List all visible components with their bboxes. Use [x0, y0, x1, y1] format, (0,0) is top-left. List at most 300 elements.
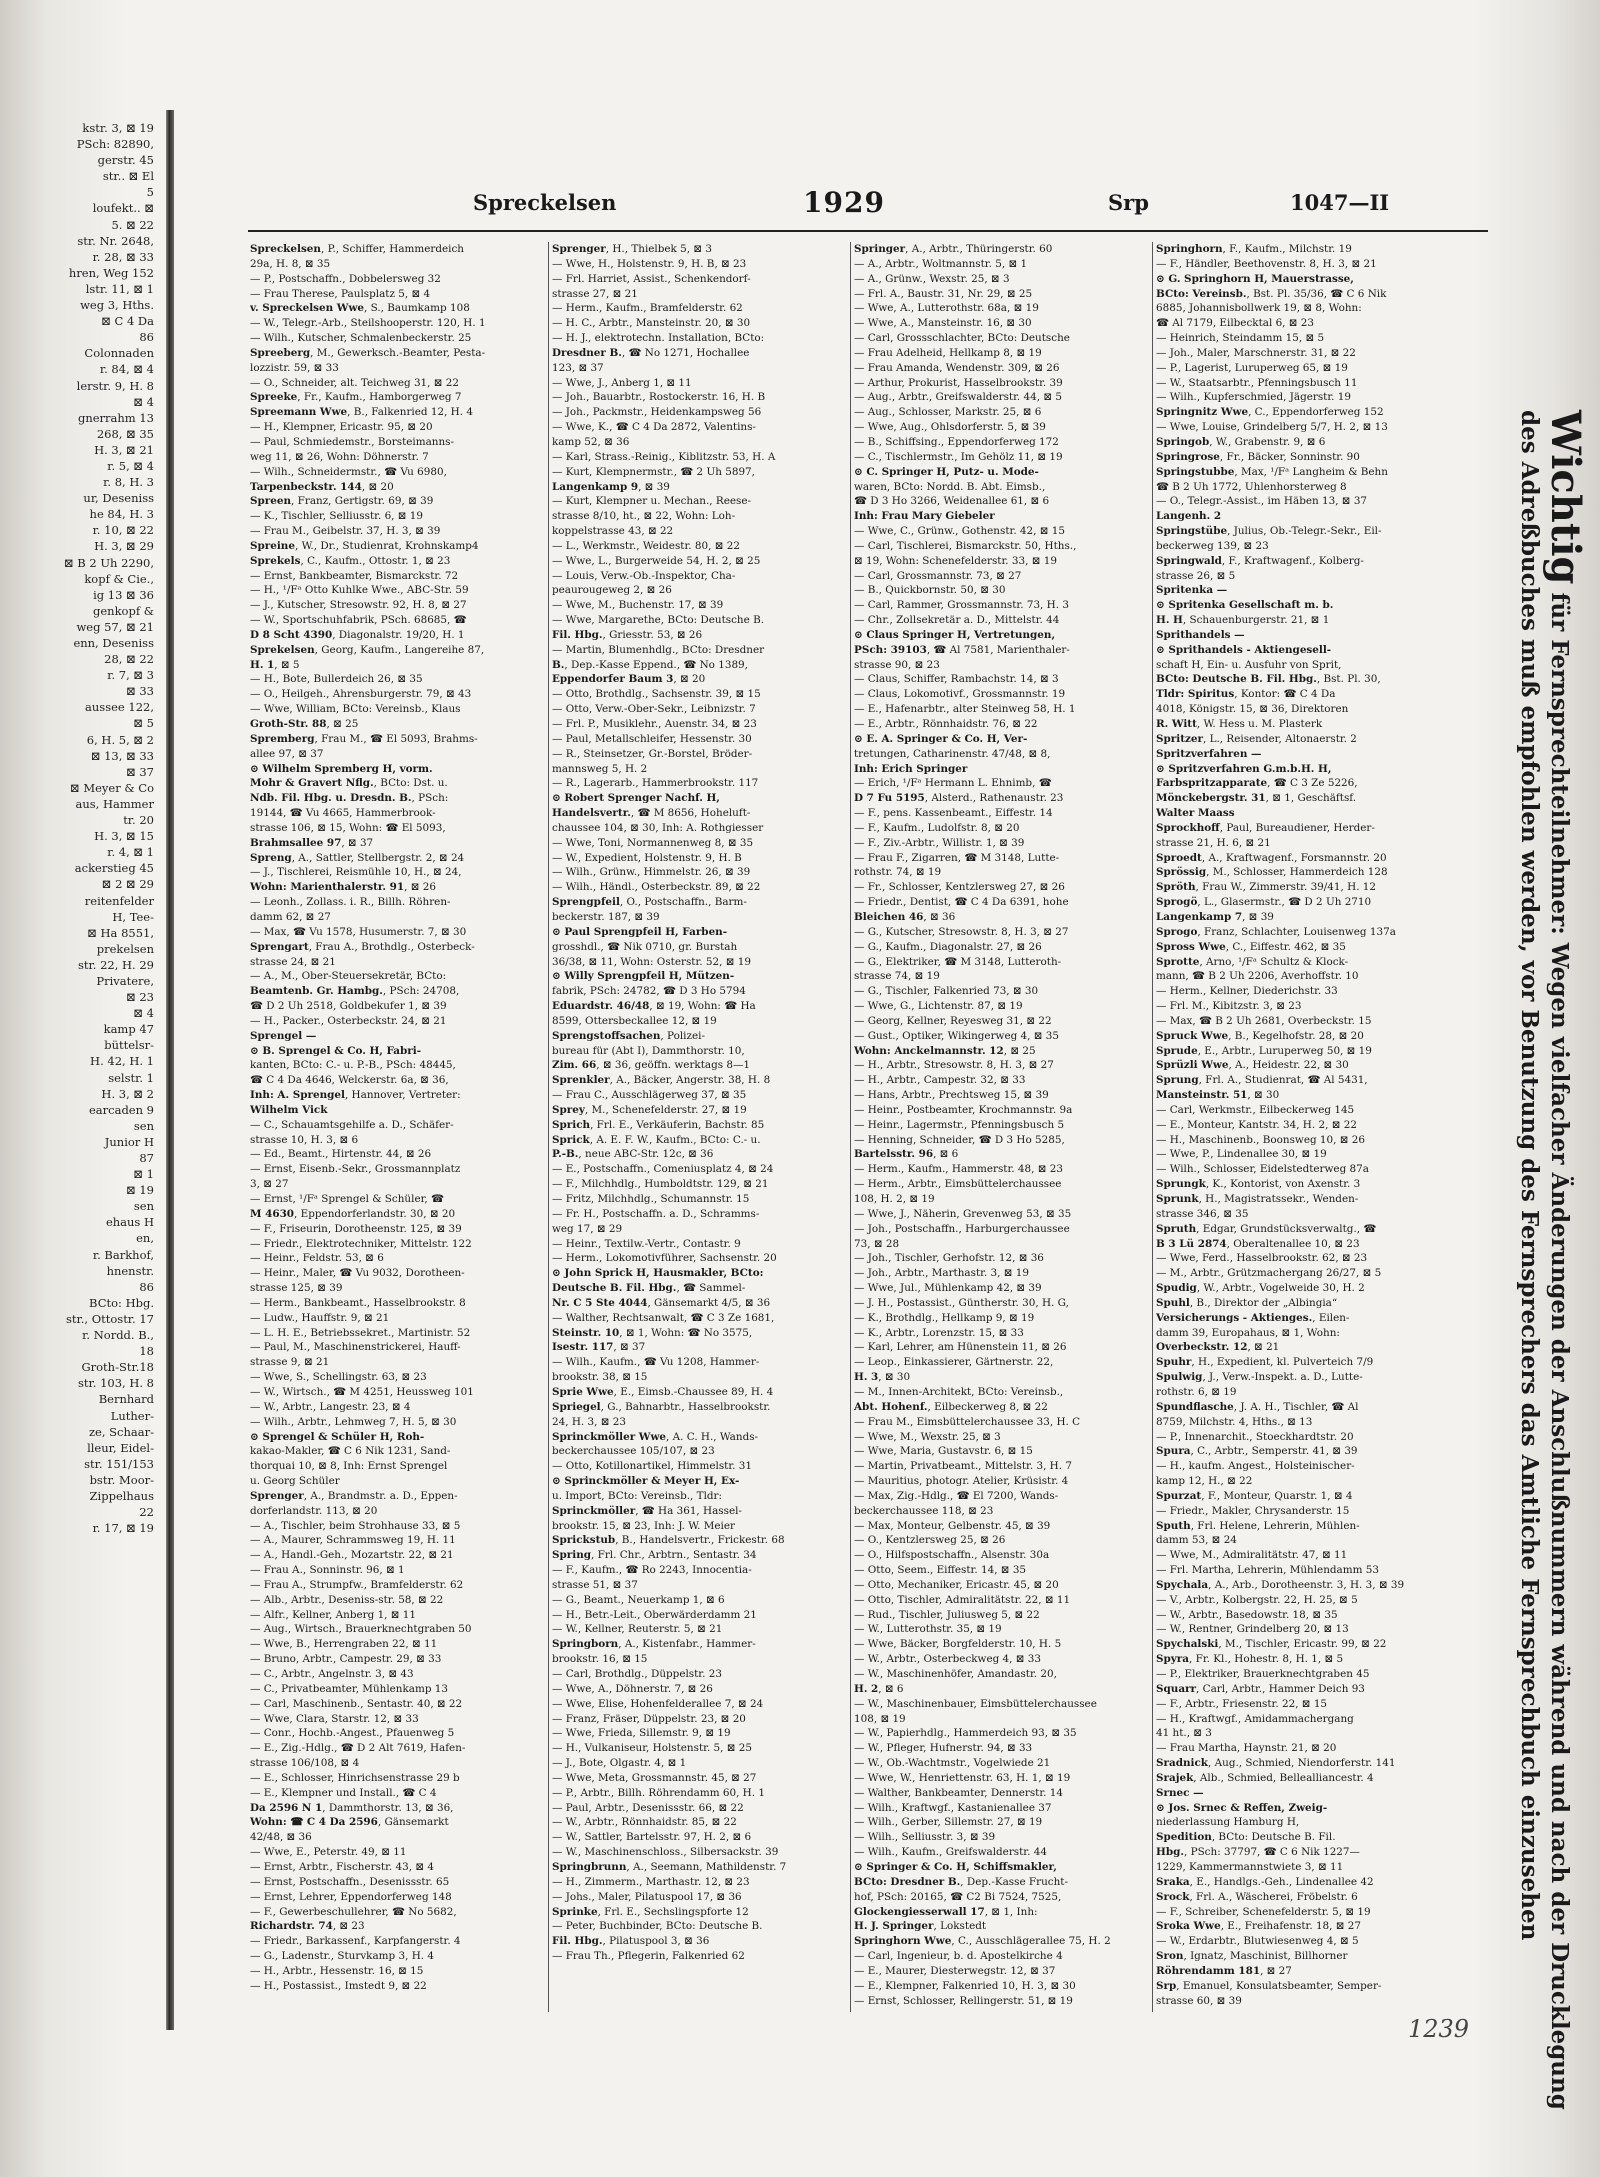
directory-entry-line: Wohn: ☎ C 4 Da 2596, Gänsemarkt	[250, 1816, 449, 1829]
directory-entry-line: strasse 125, ⊠ 39	[250, 1282, 343, 1295]
directory-entry-line: — W., Arbtr., Langestr. 23, ⊠ 4	[250, 1400, 411, 1413]
directory-entry-line: — E., Arbtr., Rönnhaidstr. 76, ⊠ 22	[854, 718, 1038, 730]
directory-entry-line: Deutsche B. Fil. Hbg., ☎ Sammel-	[552, 1282, 746, 1295]
previous-page-line: r. Nordd. B.,	[82, 1328, 154, 1343]
directory-entry-line: Sprickstub, B., Handelsvertr., Frickestr. 68	[552, 1534, 785, 1547]
directory-entry-line: — Carl, Rammer, Grossmannstr. 73, H. 3	[854, 599, 1069, 612]
directory-entry-line: Spreine, W., Dr., Studienrat, Krohnskamp4	[250, 539, 479, 552]
directory-entry-line: Springstubbe, Max, ¹/Fᵃ Langheim & Behn	[1156, 465, 1388, 478]
directory-entry-line: — Carl, Ingenieur, b. d. Apostelkirche 4	[854, 1950, 1063, 1963]
directory-entry-line: Fil. Hbg., Griesstr. 53, ⊠ 26	[552, 628, 703, 641]
directory-entry-line: Springwald, F., Kraftwagenf., Kolberg-	[1156, 554, 1364, 567]
directory-entry-line: — K., Arbtr., Lorenzstr. 15, ⊠ 33	[854, 1326, 1024, 1339]
directory-entry-line: Sprick, A. E. F. W., Kaufm., BCto: C.- u.	[552, 1133, 761, 1146]
directory-entry-line: Sprenkler, A., Bäcker, Angerstr. 38, H. 8	[552, 1074, 771, 1087]
directory-entry-line: — Aug., Schlosser, Markstr. 25, ⊠ 6	[854, 406, 1042, 419]
directory-entry-line: Fil. Hbg., Pilatuspool 3, ⊠ 36	[552, 1935, 710, 1948]
directory-entry-line: — Fr., Schlosser, Kentzlersweg 27, ⊠ 26	[854, 881, 1065, 894]
directory-entry-line: — H., kaufm. Angest., Holsteinischer-	[1156, 1460, 1355, 1473]
directory-entry-line: P.-B., neue ABC-Str. 12c, ⊠ 36	[552, 1148, 714, 1161]
previous-page-line: r. 28, ⊠ 33	[92, 249, 154, 264]
directory-entry-line: peaurougeweg 2, ⊠ 26	[552, 584, 672, 597]
previous-page-line: 22	[139, 1505, 154, 1520]
directory-entry-line: strasse 90, ⊠ 23	[854, 658, 940, 671]
directory-entry-line: — Ernst, Arbtr., Fischerstr. 43, ⊠ 4	[250, 1860, 434, 1873]
previous-page-line: aussee 122,	[85, 700, 154, 715]
directory-entry-line: chaussee 104, ⊠ 30, Inh: A. Rothgiesser	[552, 821, 764, 834]
directory-entry-line: — Otto, Brothdlg., Sachsenstr. 39, ⊠ 15	[552, 688, 761, 701]
directory-entry-line: — R., Lagerarb., Hammerbrookstr. 117	[552, 777, 759, 790]
previous-page-line: selstr. 1	[108, 1070, 154, 1085]
directory-entry-line: ⊙ G. Springhorn H, Mauerstrasse,	[1156, 272, 1354, 285]
previous-page-line: bstr. Moor-	[89, 1472, 154, 1487]
directory-entry-line: — Leop., Einkassierer, Gärtnerstr. 22,	[854, 1356, 1054, 1369]
directory-entry-line: — W., Rentner, Grindelberg 20, ⊠ 13	[1156, 1623, 1349, 1636]
previous-page-line: he 84, H. 3	[89, 507, 154, 522]
directory-entry-line: Sprenger, A., Brandmstr. a. D., Eppen-	[250, 1489, 458, 1502]
directory-entry-line: — F., Friseurin, Dorotheenstr. 125, ⊠ 39	[250, 1222, 462, 1235]
directory-entry-line: mann, ☎ B 2 Uh 2206, Averhoffstr. 10	[1156, 970, 1359, 983]
directory-entry-line: Sron, Ignatz, Maschinist, Billhorner	[1156, 1950, 1348, 1963]
directory-entry-line: H. J. Springer, Lokstedt	[854, 1920, 987, 1933]
directory-page	[178, 130, 1518, 2030]
previous-page-line: ⊠ 5	[133, 716, 154, 731]
previous-page-line: 28, ⊠ 22	[104, 652, 154, 667]
directory-entry-line: — Ludw., Hauffstr. 9, ⊠ 21	[250, 1311, 390, 1324]
directory-entry-line: Spreckelsen, P., Schiffer, Hammerdeich	[250, 243, 464, 255]
directory-entry-line: — Wwe, Aug., Ohlsdorferstr. 5, ⊠ 39	[854, 421, 1046, 434]
directory-entry-line: Srock, Frl. A., Wäscherei, Fröbelstr. 6	[1156, 1890, 1358, 1903]
directory-entry-line: koppelstrasse 43, ⊠ 22	[552, 525, 674, 538]
header-rule	[248, 230, 1488, 232]
previous-page-line: r. 5, ⊠ 4	[107, 458, 154, 473]
directory-entry-line: 108, ⊠ 19	[854, 1712, 906, 1725]
directory-entry-line: Springob, W., Grabenstr. 9, ⊠ 6	[1156, 435, 1326, 448]
directory-entry-line: Spuhl, B., Direktor der „Albingia“	[1156, 1296, 1338, 1309]
directory-entry-line: Spritzverfahren —	[1156, 747, 1262, 760]
directory-entry-line: — A., Grünw., Wexstr. 25, ⊠ 3	[854, 272, 1010, 285]
directory-entry-line: — Wilh., Arbtr., Lehmweg 7, H. 5, ⊠ 30	[250, 1415, 457, 1428]
previous-page-line: PSch: 82890,	[76, 137, 154, 152]
directory-entry-line: — Joh., Packmstr., Heidenkampsweg 56	[552, 406, 762, 419]
previous-page-line: H. 3, ⊠ 2	[101, 1086, 154, 1101]
previous-page-fragment	[0, 120, 160, 2030]
directory-entry-line: ⊙ Sprinckmöller & Meyer H, Ex-	[552, 1475, 740, 1488]
directory-entry-line: — W., Ob.-Wachtmstr., Vogelwiede 21	[854, 1757, 1051, 1770]
directory-entry-line: — Frl. M., Kibitzstr. 3, ⊠ 23	[1156, 1000, 1302, 1013]
directory-entry-line: — K., Brothdlg., Hellkamp 9, ⊠ 19	[854, 1311, 1035, 1324]
directory-entry-line: — Ernst, Lehrer, Eppendorferweg 148	[250, 1890, 452, 1903]
directory-entry-line: — J. H., Postassist., Güntherstr. 30, H. G,	[854, 1296, 1069, 1309]
directory-entry-line: — F., Ziv.-Arbtr., Willistr. 1, ⊠ 39	[854, 836, 1025, 849]
previous-page-line: r. Barkhof,	[92, 1247, 154, 1262]
directory-entry-line: strasse 60, ⊠ 39	[1156, 1994, 1242, 2007]
directory-entry-line: — Wwe, M., Admiralitätstr. 47, ⊠ 11	[1156, 1549, 1348, 1562]
directory-entry-line: — V., Arbtr., Kolbergstr. 22, H. 25, ⊠ 5	[1156, 1593, 1358, 1606]
directory-entry-line: — Wwe, A., Döhnerstr. 7, ⊠ 26	[552, 1682, 713, 1695]
directory-entry-line: strasse 27, ⊠ 21	[552, 287, 638, 300]
directory-entry-line: Spychala, A., Arb., Dorotheenstr. 3, H. 3, ⊠ 39	[1156, 1578, 1405, 1591]
directory-entry-line: mannsweg 5, H. 2	[552, 762, 648, 775]
directory-entry-line: Sprung, Frl. A., Studienrat, ☎ Al 5431,	[1156, 1074, 1368, 1087]
directory-entry-line: Da 2596 N 1, Dammthorstr. 13, ⊠ 36,	[250, 1801, 454, 1814]
directory-entry-line: — G., Ladenstr., Sturvkamp 3, H. 4	[250, 1950, 434, 1963]
directory-entry-line: — Ernst, Schlosser, Rellingerstr. 51, ⊠ 19	[854, 1994, 1073, 2007]
directory-entry-line: — Ernst, Postschaffn., Desenissstr. 65	[250, 1875, 450, 1888]
previous-page-line: reitenfelder	[84, 893, 154, 908]
directory-entry-line: — H., Vulkaniseur, Holstenstr. 5, ⊠ 25	[552, 1742, 753, 1755]
directory-entry-line: Sprössig, M., Schlosser, Hammerdeich 128	[1156, 866, 1388, 879]
directory-entry-line: Wilhelm Vick	[250, 1103, 328, 1116]
directory-entry-line: strasse 24, ⊠ 21	[250, 955, 336, 968]
directory-entry-line: Springbrunn, A., Seemann, Mathildenstr. 7	[552, 1860, 787, 1873]
directory-entry-line: Wohn: Marienthalerstr. 91, ⊠ 26	[250, 881, 436, 894]
directory-entry-line: — Heinr., Lagermstr., Pfenningsbusch 5	[854, 1118, 1065, 1131]
directory-entry-line: — W., Erdarbtr., Blutwiesenweg 4, ⊠ 5	[1156, 1935, 1359, 1948]
directory-entry-line: — Wwe, L., Burgerweide 54, H. 2, ⊠ 25	[552, 554, 761, 567]
directory-entry-line: ⊠ 19, Wohn: Schenefelderstr. 33, ⊠ 19	[854, 554, 1057, 567]
directory-entry-line: — W., Sportschuhfabrik, PSch. 68685, ☎	[250, 614, 467, 627]
column-2	[552, 242, 847, 2012]
directory-entry-line: 19144, ☎ Vu 4665, Hammerbrook-	[250, 807, 436, 820]
directory-entry-line: — H., Arbtr., Stresowstr. 8, H. 3, ⊠ 27	[854, 1059, 1054, 1072]
directory-entry-line: — Otto, Tischler, Admiralitätstr. 22, ⊠ 11	[854, 1593, 1071, 1606]
directory-entry-line: tretungen, Catharinenstr. 47/48, ⊠ 8,	[854, 747, 1051, 760]
directory-entry-line: — Heinr., Maler, ☎ Vu 9032, Dorotheen-	[250, 1267, 465, 1280]
directory-entry-line: — E., Maurer, Diesterwegstr. 12, ⊠ 37	[854, 1964, 1056, 1977]
directory-entry-line: — Wwe, E., Peterstr. 49, ⊠ 11	[250, 1846, 407, 1859]
directory-entry-line: M 4630, Eppendorferlandstr. 30, ⊠ 20	[250, 1207, 456, 1220]
directory-entry-line: Spedition, BCto: Deutsche B. Fil.	[1156, 1831, 1336, 1844]
directory-entry-line: Springborn, A., Kistenfabr., Hammer-	[552, 1638, 756, 1651]
directory-entry-line: — L. H. E., Betriebssekret., Martinistr. 52	[250, 1326, 471, 1339]
directory-entry-line: — Wwe, Meta, Grossmannstr. 45, ⊠ 27	[552, 1771, 757, 1784]
directory-entry-line: beckerweg 139, ⊠ 23	[1156, 539, 1269, 552]
directory-entry-line: — J., Bote, Olgastr. 4, ⊠ 1	[552, 1757, 687, 1770]
directory-entry-line: — W., Wirtsch., ☎ M 4251, Heussweg 101	[250, 1385, 474, 1398]
directory-entry-line: kamp 12, H., ⊠ 22	[1156, 1475, 1253, 1488]
column-divider	[548, 242, 549, 2012]
previous-page-line: Groth-Str.18	[81, 1360, 154, 1375]
directory-entry-line: Mohr & Gravert Nflg., BCto: Dst. u.	[250, 777, 448, 790]
previous-page-line: kstr. 3, ⊠ 19	[82, 121, 154, 135]
directory-entry-line: — Wilh., Schneidermstr., ☎ Vu 6980,	[250, 465, 447, 478]
directory-entry-line: — Herm., Bankbeamt., Hasselbrookstr. 8	[250, 1296, 466, 1309]
directory-entry-line: — H., Betr.-Leit., Oberwärderdamm 21	[552, 1608, 757, 1621]
header-abbreviation: Srp	[1108, 190, 1149, 215]
previous-page-line: sen	[133, 1199, 154, 1214]
previous-page-line: Luther-	[110, 1408, 154, 1423]
directory-entry-line: ☎ D 2 Uh 2518, Goldbekufer 1, ⊠ 39	[250, 1000, 447, 1013]
previous-page-line: ⊠ Meyer & Co	[70, 780, 154, 795]
directory-entry-line: — Max, Monteur, Gelbenstr. 45, ⊠ 39	[854, 1519, 1051, 1532]
directory-entry-line: — Max, ☎ B 2 Uh 2681, Overbeckstr. 15	[1156, 1014, 1372, 1027]
directory-entry-line: Spudig, W., Arbtr., Vogelweide 30, H. 2	[1156, 1282, 1365, 1295]
directory-entry-line: B 3 Lü 2874, Oberaltenallee 10, ⊠ 23	[1156, 1237, 1360, 1250]
previous-page-line: gerstr. 45	[97, 153, 154, 168]
directory-entry-line: ⊙ B. Sprengel & Co. H, Fabri-	[250, 1044, 422, 1057]
directory-entry-line: Tarpenbeckstr. 144, ⊠ 20	[250, 480, 394, 493]
directory-entry-line: Sprogo, Franz, Schlachter, Louisenweg 137a	[1156, 925, 1396, 938]
directory-entry-line: — Fr. H., Postschaffn. a. D., Schramms-	[552, 1207, 760, 1220]
directory-entry-line: strasse 21, H. 6, ⊠ 21	[1156, 836, 1271, 849]
directory-entry-line: — Joh., Bauarbtr., Rostockerstr. 16, H. B	[552, 391, 766, 404]
previous-page-line: hnenstr.	[106, 1263, 154, 1278]
directory-entry-line: — G., Kutscher, Stresowstr. 8, H. 3, ⊠ 27	[854, 925, 1069, 938]
directory-entry-line: Spring, Frl. Chr., Arbtrn., Sentastr. 34	[552, 1549, 757, 1562]
directory-entry-line: — Paul, Arbtr., Desenissstr. 66, ⊠ 22	[552, 1801, 744, 1814]
directory-entry-line: — W., Kellner, Reuterstr. 5, ⊠ 21	[552, 1623, 723, 1636]
directory-entry-line: 6885, Johannisbollwerk 19, ⊠ 8, Wohn:	[1156, 302, 1362, 315]
directory-entry-line: — Fritz, Milchhdlg., Schumannstr. 15	[552, 1193, 750, 1205]
directory-entry-line: Ndb. Fil. Hbg. u. Dresdn. B., PSch:	[250, 792, 449, 805]
directory-entry-line: Spreng, A., Sattler, Stellbergstr. 2, ⊠ 24	[250, 851, 465, 864]
directory-entry-line: Springhorn, F., Kaufm., Milchstr. 19	[1156, 243, 1352, 255]
directory-entry-line: dorferlandstr. 113, ⊠ 20	[250, 1504, 378, 1517]
directory-entry-line: Eppendorfer Baum 3, ⊠ 20	[552, 673, 706, 686]
directory-entry-line: Tldr: Spiritus, Kontor: ☎ C 4 Da	[1156, 688, 1336, 701]
previous-page-line: weg 57, ⊠ 21	[76, 619, 154, 634]
directory-entry-line: Mönckebergstr. 31, ⊠ 1, Geschäftsf.	[1156, 792, 1357, 805]
directory-entry-line: 41 ht., ⊠ 3	[1156, 1727, 1212, 1740]
directory-entry-line: — H., Postassist., Imstedt 9, ⊠ 22	[250, 1979, 427, 1992]
previous-page-line: earcaden 9	[88, 1102, 154, 1117]
directory-entry-line: — Henning, Schneider, ☎ D 3 Ho 5285,	[854, 1133, 1065, 1146]
previous-page-line: Zippelhaus	[89, 1488, 154, 1503]
directory-entry-line: bureau für (Abt I), Dammthorstr. 10,	[552, 1044, 745, 1057]
directory-entry-line: strasse 74, ⊠ 19	[854, 970, 940, 983]
previous-page-line: loufekt.. ⊠	[92, 201, 154, 216]
directory-entry-line: — Johs., Maler, Pilatuspool 17, ⊠ 36	[552, 1890, 742, 1903]
directory-entry-line: ☎ Al 7179, Eilbecktal 6, ⊠ 23	[1156, 317, 1315, 330]
directory-entry-line: — Otto, Seem., Eiffestr. 14, ⊠ 35	[854, 1564, 1027, 1577]
directory-entry-line: Spritenka —	[1156, 584, 1228, 597]
directory-entry-line: — P., Arbtr., Billh. Röhrendamm 60, H. 1	[552, 1786, 765, 1799]
directory-entry-line: — Wwe, P., Lindenallee 30, ⊠ 19	[1156, 1148, 1327, 1161]
directory-entry-line: — P., Lagerist, Luruperweg 65, ⊠ 19	[1156, 361, 1348, 374]
directory-entry-line: — Wwe, Louise, Grindelberg 5/7, H. 2, ⊠ 13	[1156, 421, 1388, 434]
directory-entry-line: — Friedr., Barkassenf., Karpfangerstr. 4	[250, 1935, 461, 1948]
directory-entry-line: — Bruno, Arbtr., Campestr. 29, ⊠ 33	[250, 1653, 442, 1666]
directory-entry-line: Spundflasche, J. A. H., Tischler, ☎ Al	[1156, 1400, 1359, 1413]
previous-page-line: ig 13 ⊠ 36	[93, 587, 154, 602]
directory-entry-line: — B., Quickbornstr. 50, ⊠ 30	[854, 584, 1006, 597]
directory-entry-line: B., Dep.-Kasse Eppend., ☎ No 1389,	[552, 658, 748, 671]
directory-entry-line: H. 3, ⊠ 30	[854, 1371, 911, 1384]
directory-entry-line: ⊙ C. Springer H, Putz- u. Mode-	[854, 465, 1039, 478]
directory-entry-line: — Otto, Verw.-Ober-Sekr., Leibnizstr. 7	[552, 703, 756, 716]
directory-entry-line: — Carl, Maschinenb., Sentastr. 40, ⊠ 22	[250, 1697, 463, 1710]
directory-entry-line: — G., Tischler, Falkenried 73, ⊠ 30	[854, 985, 1039, 998]
previous-page-line: weg 3, Hths.	[80, 298, 154, 313]
directory-entry-line: — Wilh., Selliusstr. 3, ⊠ 39	[854, 1831, 996, 1844]
previous-page-line: ⊠ 19	[126, 1183, 154, 1198]
directory-entry-line: Langenh. 2	[1156, 510, 1222, 523]
directory-entry-line: Spuhr, H., Expedient, kl. Pulverteich 7/9	[1156, 1356, 1374, 1369]
directory-entry-line: Sprenger, H., Thielbek 5, ⊠ 3	[552, 243, 712, 255]
directory-entry-line: rothstr. 74, ⊠ 19	[854, 866, 942, 879]
directory-entry-line: Spritzer, L., Reisender, Altonaerstr. 2	[1156, 732, 1357, 745]
directory-entry-line: — Wwe, M., Wexstr. 25, ⊠ 3	[854, 1430, 1001, 1443]
directory-entry-line: — O., Telegr.-Assist., im Häben 13, ⊠ 37	[1156, 495, 1368, 508]
directory-entry-line: — K., Tischler, Selliusstr. 6, ⊠ 19	[250, 510, 424, 523]
previous-page-line: ⊠ 37	[126, 764, 154, 779]
directory-entry-line: — Paul, Metallschleifer, Hessenstr. 30	[552, 732, 752, 745]
directory-entry-line: — Frau Therese, Paulsplatz 5, ⊠ 4	[250, 287, 431, 300]
directory-entry-line: — B., Schiffsing., Eppendorferweg 172	[854, 435, 1059, 448]
directory-entry-line: Sprengpfeil, O., Postschaffn., Barm-	[552, 896, 747, 909]
directory-entry-line: — Claus, Lokomotivf., Grossmannstr. 19	[854, 688, 1066, 701]
directory-entry-line: — Frau M., Eimsbüttelerchaussee 33, H. C	[854, 1415, 1081, 1428]
previous-page-line: str. 103, H. 8	[78, 1376, 154, 1391]
directory-entry-line: beckerchaussee 118, ⊠ 23	[854, 1504, 994, 1517]
directory-entry-line: — E., Postschaffn., Comeniusplatz 4, ⊠ 24	[552, 1163, 774, 1176]
previous-page-line: lleur, Eidel-	[87, 1440, 154, 1455]
directory-entry-line: — H. J., elektrotechn. Installation, BCto:	[552, 332, 765, 345]
directory-entry-line: — W., Sattler, Bartelsstr. 97, H. 2, ⊠ 6	[552, 1831, 752, 1844]
directory-entry-line: — Wilh., Grünw., Himmelstr. 26, ⊠ 39	[552, 866, 751, 879]
directory-entry-line: — Frl. P., Musiklehr., Auenstr. 34, ⊠ 23	[552, 718, 757, 730]
directory-entry-line: — Franz, Fräser, Düppelstr. 23, ⊠ 20	[552, 1712, 746, 1725]
directory-entry-line: — Wwe, C., Grünw., Gothenstr. 42, ⊠ 15	[854, 525, 1065, 538]
directory-entry-line: — A., Handl.-Geh., Mozartstr. 22, ⊠ 21	[250, 1549, 454, 1562]
directory-entry-line: kamp 52, ⊠ 36	[552, 435, 630, 448]
previous-page-line: kopf & Cie.,	[84, 571, 154, 586]
directory-entry-line: Spreemann Wwe, B., Falkenried 12, H. 4	[250, 406, 473, 419]
directory-entry-line: — W., Expedient, Holstenstr. 9, H. B	[552, 851, 742, 864]
previous-page-line: ⊠ C 4 Da	[101, 314, 154, 329]
handwritten-page-note: 1239	[1408, 2015, 1470, 2043]
directory-entry-line: — Frl. Martha, Lehrerin, Mühlendamm 53	[1156, 1564, 1379, 1577]
directory-entry-line: — Friedr., Elektrotechniker, Mittelstr. 122	[250, 1237, 472, 1250]
directory-entry-line: — Wilh., Kutscher, Schmalenbeckerstr. 25	[250, 332, 472, 345]
directory-entry-line: Spriegel, G., Bahnarbtr., Hasselbrookstr.	[552, 1400, 771, 1413]
directory-entry-line: Mansteinstr. 51, ⊠ 30	[1156, 1089, 1280, 1102]
directory-entry-line: Sprotte, Arno, ¹/Fᵃ Schultz & Klock-	[1156, 955, 1349, 968]
directory-entry-line: ⊙ E. A. Springer & Co. H, Ver-	[854, 732, 1028, 745]
directory-entry-line: — C., Schauamtsgehilfe a. D., Schäfer-	[250, 1118, 454, 1131]
directory-entry-line: u. Georg Schüler	[250, 1475, 340, 1488]
directory-entry-line: Spröth, Frau W., Zimmerstr. 39/41, H. 12	[1156, 881, 1377, 894]
directory-entry-line: Zim. 66, ⊠ 36, geöffn. werktags 8—1	[552, 1059, 750, 1072]
header-year: 1929	[803, 186, 885, 219]
directory-entry-line: Spura, C., Arbtr., Semperstr. 41, ⊠ 39	[1156, 1445, 1358, 1458]
directory-entry-line: ⊙ Springer & Co. H, Schiffsmakler,	[854, 1860, 1057, 1873]
directory-entry-line: — Carl, Brothdlg., Düppelstr. 23	[552, 1668, 722, 1680]
previous-page-line: ⊠ 23	[126, 990, 154, 1005]
directory-entry-line: Glockengiesserwall 17, ⊠ 1, Inh:	[854, 1905, 1038, 1918]
directory-entry-line: 8759, Milchstr. 4, Hths., ⊠ 13	[1156, 1415, 1313, 1428]
directory-entry-line: weg 11, ⊠ 26, Wohn: Döhnerstr. 7	[250, 450, 429, 463]
directory-entry-line: 42/48, ⊠ 36	[250, 1831, 312, 1844]
directory-entry-line: — Wwe, G., Lichtenstr. 87, ⊠ 19	[854, 1000, 1023, 1013]
directory-entry-line: — Otto, Kotillonartikel, Himmelstr. 31	[552, 1460, 753, 1473]
directory-entry-line: — Ernst, ¹/Fᵃ Sprengel & Schüler, ☎	[250, 1193, 444, 1205]
directory-entry-line: — A., M., Ober-Steuersekretär, BCto:	[250, 970, 447, 983]
directory-entry-line: — Heinr., Textilw.-Vertr., Contastr. 9	[552, 1237, 741, 1250]
directory-entry-line: Overbeckstr. 12, ⊠ 21	[1156, 1341, 1280, 1354]
directory-entry-line: — Chr., Zollsekretär a. D., Mittelstr. 44	[854, 614, 1060, 627]
directory-entry-line: Beamtenb. Gr. Hambg., PSch: 24708,	[250, 985, 460, 998]
directory-entry-line: — E., Zig.-Hdlg., ☎ D 2 Alt 7619, Hafen-	[250, 1742, 466, 1755]
directory-entry-line: — Rud., Tischler, Juliusweg 5, ⊠ 22	[854, 1608, 1040, 1621]
directory-entry-line: — A., Arbtr., Woltmannstr. 5, ⊠ 1	[854, 257, 1028, 270]
directory-entry-line: — Alfr., Kellner, Anberg 1, ⊠ 11	[250, 1608, 417, 1621]
directory-entry-line: — Heinr., Postbeamter, Krochmannstr. 9a	[854, 1103, 1073, 1116]
directory-entry-line: — Herm., Lokomotivführer, Sachsenstr. 20	[552, 1252, 777, 1265]
directory-entry-line: Spremberg, Frau M., ☎ El 5093, Brahms-	[250, 732, 478, 745]
directory-entry-line: thorquai 10, ⊠ 8, Inh: Ernst Sprengel	[250, 1460, 448, 1473]
directory-entry-line: Sprich, Frl. E., Verkäuferin, Bachstr. 85	[552, 1118, 765, 1131]
previous-page-line: enn, Deseniss	[73, 636, 154, 650]
directory-entry-line: — Frau Adelheid, Hellkamp 8, ⊠ 19	[854, 346, 1042, 359]
previous-page-line: r. 7, ⊠ 3	[107, 668, 154, 683]
directory-entry-line: damm 53, ⊠ 24	[1156, 1534, 1237, 1547]
directory-entry-line: — Alb., Arbtr., Deseniss-str. 58, ⊠ 22	[250, 1593, 444, 1606]
directory-entry-line: — F., Milchhdlg., Humboldtstr. 129, ⊠ 21	[552, 1178, 769, 1191]
header-name: Spreckelsen	[473, 190, 617, 215]
previous-page-line: H. 3, ⊠ 15	[94, 829, 154, 844]
directory-entry-line: v. Spreckelsen Wwe, S., Baumkamp 108	[250, 302, 470, 315]
previous-page-line: lerstr. 9, H. 8	[76, 378, 154, 393]
previous-page-line: str. 151/153	[84, 1456, 154, 1471]
directory-entry-line: fabrik, PSch: 24782, ☎ D 3 Ho 5794	[552, 985, 746, 998]
previous-page-line: ur, Deseniss	[83, 491, 154, 506]
directory-entry-line: — Wwe, J., Näherin, Grevenweg 53, ⊠ 35	[854, 1207, 1072, 1220]
directory-entry-line: — P., Postschaffn., Dobbelersweg 32	[250, 272, 441, 285]
directory-entry-line: Sprey, M., Schenefelderstr. 27, ⊠ 19	[552, 1103, 747, 1116]
directory-entry-line: Nr. C 5 Ste 4044, Gänsemarkt 4/5, ⊠ 36	[552, 1296, 771, 1309]
directory-entry-line: 8599, Ottersbeckallee 12, ⊠ 19	[552, 1014, 717, 1027]
directory-entry-line: — O., Kentzlersweg 25, ⊠ 26	[854, 1534, 1006, 1547]
previous-page-line: Privatere,	[96, 973, 154, 988]
directory-entry-line: ☎ C 4 Da 4646, Welckerstr. 6a, ⊠ 36,	[250, 1074, 449, 1087]
column-1	[250, 242, 545, 2012]
previous-page-line: ⊠ 33	[126, 684, 154, 699]
previous-page-line: lstr. 11, ⊠ 1	[85, 281, 154, 296]
directory-entry-line: u. Import, BCto: Vereinsb., Tldr:	[552, 1489, 723, 1502]
directory-entry-line: — Georg, Kellner, Reyesweg 31, ⊠ 22	[854, 1014, 1052, 1027]
directory-entry-line: — Friedr., Dentist, ☎ C 4 Da 6391, hohe	[854, 896, 1069, 909]
directory-entry-line: Bleichen 46, ⊠ 36	[854, 910, 956, 923]
directory-entry-line: Dresdner B., ☎ No 1271, Hochallee	[552, 346, 750, 359]
directory-entry-line: Springrose, Fr., Bäcker, Sonninstr. 90	[1156, 450, 1360, 463]
directory-entry-line: — F., Kaufm., ☎ Ro 2243, Innocentia-	[552, 1564, 752, 1577]
directory-entry-line: ⊙ John Sprick H, Hausmakler, BCto:	[552, 1267, 764, 1280]
directory-entry-line: — Wilh., Kupferschmied, Jägerstr. 19	[1156, 391, 1351, 404]
previous-page-line: r. 8, H. 3	[103, 475, 154, 490]
previous-page-line: sen	[133, 1118, 154, 1133]
directory-entry-line: — E., Schlosser, Hinrichsenstrasse 29 b	[250, 1771, 460, 1784]
directory-entry-line: Eduardstr. 46/48, ⊠ 19, Wohn: ☎ Ha	[552, 1000, 756, 1013]
directory-entry-line: beckerchaussee 105/107, ⊠ 23	[552, 1445, 715, 1458]
directory-entry-line: D 7 Fu 5195, Alsterd., Rathenaustr. 23	[854, 792, 1064, 805]
directory-entry-line: — H., Arbtr., Campestr. 32, ⊠ 33	[854, 1074, 1026, 1087]
previous-page-line: ⊠ 4	[133, 394, 154, 409]
previous-page-line: str. Nr. 2648,	[77, 233, 154, 248]
directory-entry-line: Sprengel —	[250, 1029, 317, 1042]
directory-entry-line: — Carl, Grossschlachter, BCto: Deutsche	[854, 332, 1070, 345]
column-3	[854, 242, 1149, 2012]
directory-entry-line: PSch: 39103, ☎ Al 7581, Marienthaler-	[854, 643, 1070, 656]
directory-entry-line: Groth-Str. 88, ⊠ 25	[250, 718, 359, 730]
directory-entry-line: ⊙ Willy Sprengpfeil H, Mützen-	[552, 970, 735, 983]
directory-entry-line: — W., Arbtr., Basedowstr. 18, ⊠ 35	[1156, 1608, 1338, 1621]
directory-entry-line: — Wilh., Händl., Osterbeckstr. 89, ⊠ 22	[552, 881, 761, 894]
directory-entry-line: Sraka, E., Handlgs.-Geh., Lindenallee 42	[1156, 1875, 1374, 1888]
directory-entry-line: — Wilh., Schlosser, Eidelstedterweg 87a	[1156, 1163, 1369, 1176]
directory-entry-line: grosshdl., ☎ Nik 0710, gr. Burstah	[552, 940, 738, 953]
